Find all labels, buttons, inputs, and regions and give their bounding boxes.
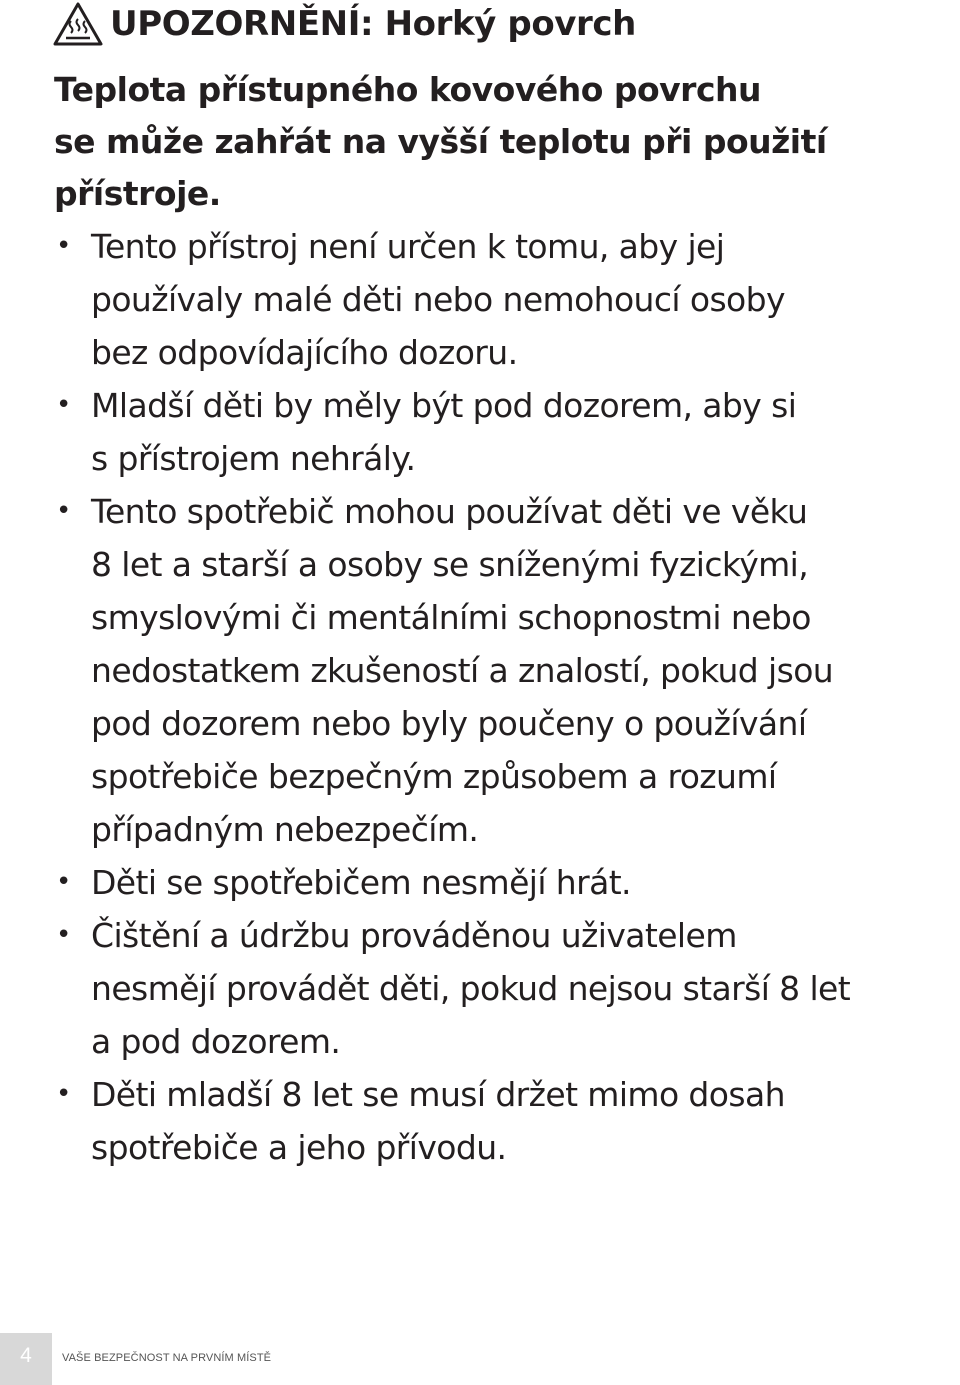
- intro-line: se může zahřát na vyšší teplotu při použití: [54, 122, 827, 161]
- bullet-line: smyslovými či mentálními schopnostmi nebo: [91, 598, 811, 637]
- bullet-line: pod dozorem nebo byly poučeny o používání: [91, 704, 807, 743]
- bullet-line: s přístrojem nehrály.: [91, 439, 416, 478]
- bullet-item: [54, 220, 960, 379]
- bullet-item: [54, 379, 960, 485]
- bullet-line: Čištění a údržbu prováděnou uživatelem: [91, 916, 737, 955]
- warning-heading: [52, 0, 636, 48]
- bullet-line: nesmějí provádět děti, pokud nejsou starší 8 let: [91, 969, 851, 1008]
- hot-surface-warning-icon: [52, 1, 104, 47]
- bullet-dot: •: [56, 231, 71, 261]
- bullet-line: spotřebiče bezpečným způsobem a rozumí: [91, 757, 777, 796]
- bullet-item: [54, 909, 960, 1068]
- bullet-dot: •: [56, 867, 71, 897]
- page-number: 4: [20, 1344, 32, 1367]
- intro-line: Teplota přístupného kovového povrchu: [54, 70, 762, 109]
- bullet-line: Mladší děti by měly být pod dozorem, aby si: [91, 386, 797, 425]
- warning-intro: [54, 64, 934, 220]
- bullet-line: bez odpovídajícího dozoru.: [91, 333, 518, 372]
- bullet-item: [54, 1068, 960, 1174]
- warning-title: UPOZORNĚNÍ: Horký povrch: [110, 4, 636, 44]
- safety-bullet-list: [54, 220, 960, 1174]
- bullet-line: a pod dozorem.: [91, 1022, 341, 1061]
- bullet-line: případným nebezpečím.: [91, 810, 479, 849]
- bullet-item: [54, 856, 960, 909]
- footer-section-title: VAŠE BEZPEČNOST NA PRVNÍM MÍSTĚ: [62, 1352, 272, 1364]
- bullet-line: Děti mladší 8 let se musí držet mimo dosah: [91, 1075, 785, 1114]
- bullet-line: spotřebiče a jeho přívodu.: [91, 1128, 507, 1167]
- bullet-dot: •: [56, 1079, 71, 1109]
- bullet-line: nedostatkem zkušeností a znalostí, pokud jsou: [91, 651, 834, 690]
- bullet-line: Děti se spotřebičem nesmějí hrát.: [91, 863, 631, 902]
- bullet-line: 8 let a starší a osoby se sníženými fyzickými,: [91, 545, 809, 584]
- bullet-line: Tento přístroj není určen k tomu, aby jej: [91, 227, 725, 266]
- page-number-box: [0, 1333, 52, 1385]
- bullet-item: [54, 485, 960, 856]
- bullet-dot: •: [56, 390, 71, 420]
- intro-line: přístroje.: [54, 174, 221, 213]
- bullet-dot: •: [56, 496, 71, 526]
- bullet-line: Tento spotřebič mohou používat děti ve věku: [91, 492, 808, 531]
- bullet-line: používaly malé děti nebo nemohoucí osoby: [91, 280, 785, 319]
- bullet-dot: •: [56, 920, 71, 950]
